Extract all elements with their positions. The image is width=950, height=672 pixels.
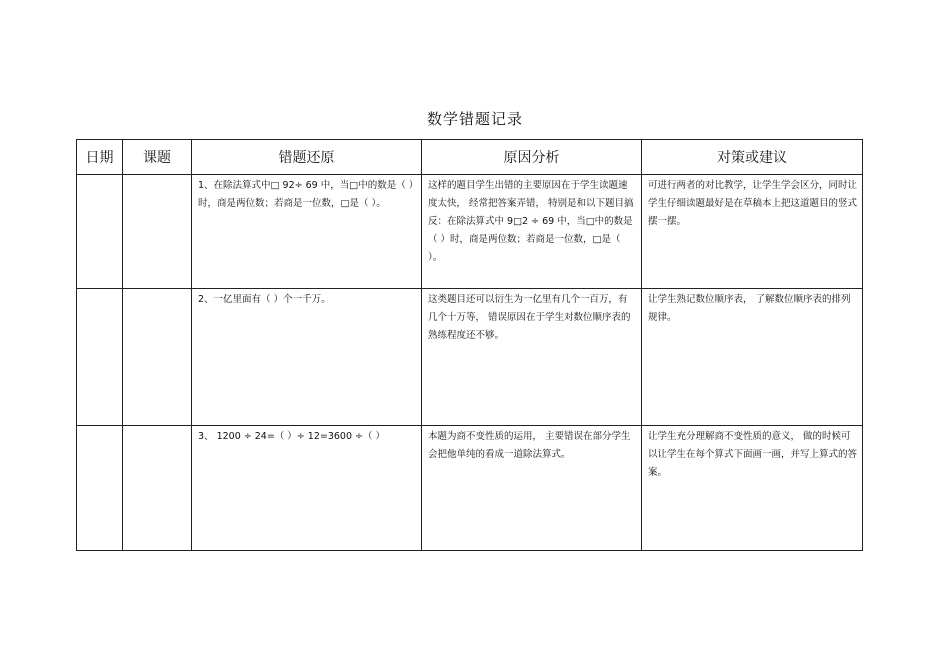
cell-advice: 让学生熟记数位顺序表， 了解数位顺序表的排列规律。 bbox=[642, 289, 863, 426]
table-row bbox=[77, 289, 863, 426]
header-date: 日期 bbox=[77, 140, 123, 175]
cell-problem: 1、在除法算式中□ 92÷ 69 中，当□中的数是（ ）时，商是两位数；若商是一位数，□是（ ）。 bbox=[192, 175, 422, 289]
cell-date bbox=[77, 426, 123, 551]
cell-topic bbox=[123, 289, 192, 426]
cell-advice: 让学生充分理解商不变性质的意义， 做的时候可以让学生在每个算式下面画一画，并写上算式的答案。 bbox=[642, 426, 863, 551]
cell-reason: 本题为商不变性质的运用， 主要错误在部分学生会把他单纯的看成一道除法算式。 bbox=[422, 426, 642, 551]
cell-date bbox=[77, 175, 123, 289]
header-advice: 对策或建议 bbox=[642, 140, 863, 175]
cell-topic bbox=[123, 426, 192, 551]
cell-reason: 这样的题目学生出错的主要原因在于学生读题速度太快， 经常把答案弄错， 特别是和以下题目搞反：在除法算式中 9□2 ÷ 69 中，当□中的数是（ ）时，商是两位数；若商是一位数，□是（ ）。 bbox=[422, 175, 642, 289]
cell-date bbox=[77, 289, 123, 426]
cell-topic bbox=[123, 175, 192, 289]
mistake-record-table bbox=[76, 139, 863, 551]
header-topic: 课题 bbox=[123, 140, 192, 175]
cell-advice: 可进行两者的对比教学，让学生学会区分，同时让学生仔细读题最好是在草稿本上把这道题目的竖式摆一摆。 bbox=[642, 175, 863, 289]
page-title: 数学错题记录 bbox=[426, 110, 523, 128]
table-row bbox=[77, 175, 863, 289]
cell-problem: 2、一亿里面有（ ）个一千万。 bbox=[192, 289, 422, 426]
cell-reason: 这类题目还可以衍生为一亿里有几个一百万，有几个十万等， 错误原因在于学生对数位顺序表的熟练程度还不够。 bbox=[422, 289, 642, 426]
header-reason: 原因分析 bbox=[422, 140, 642, 175]
table-row bbox=[77, 426, 863, 551]
header-problem: 错题还原 bbox=[192, 140, 422, 175]
cell-problem: 3、 1200 ÷ 24=（ ）÷ 12=3600 ÷（ ） bbox=[192, 426, 422, 551]
table-header-row bbox=[77, 140, 863, 175]
